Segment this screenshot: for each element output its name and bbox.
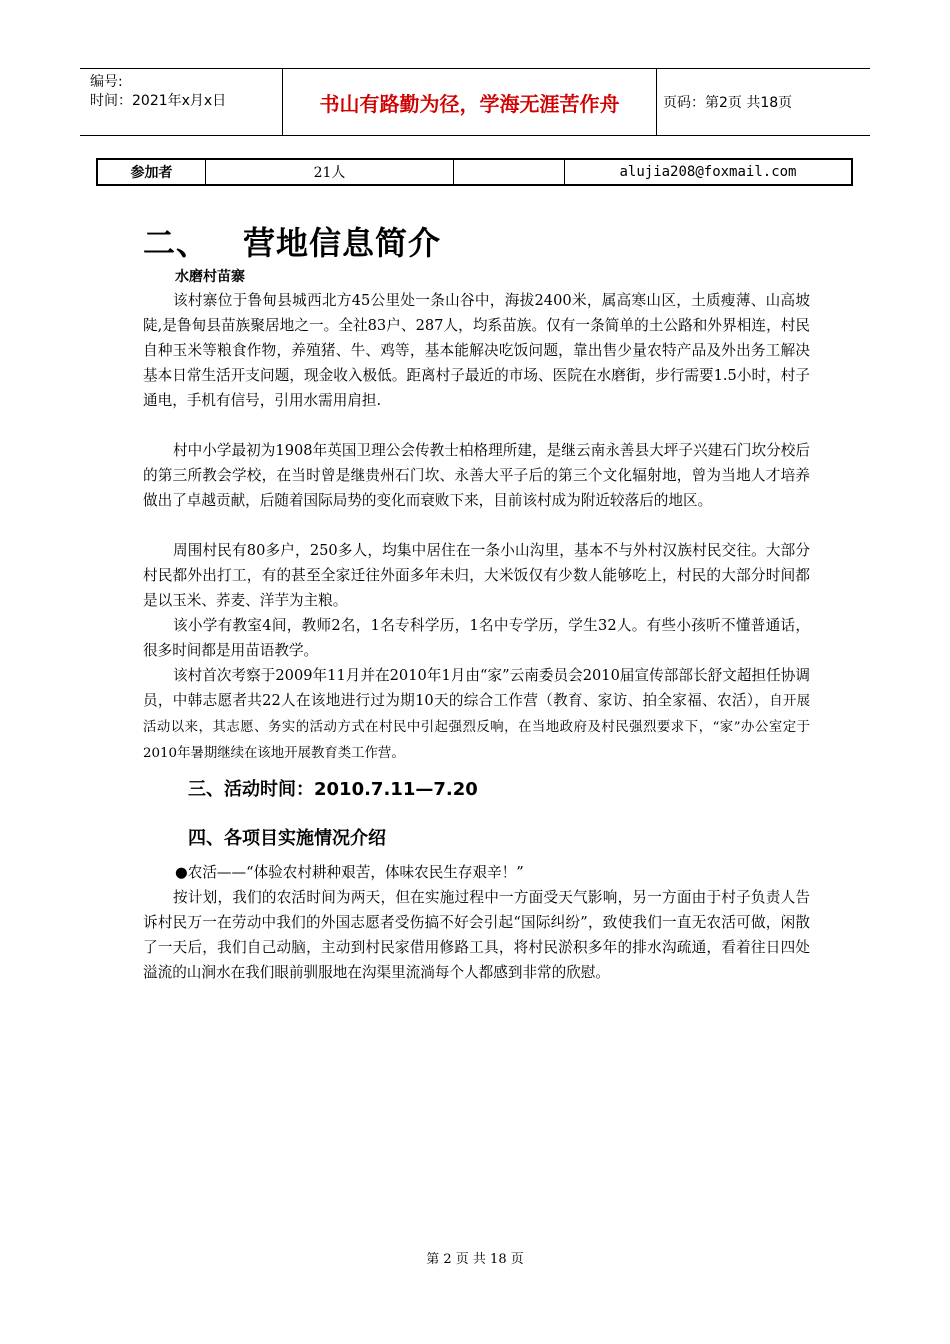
table-row bbox=[97, 159, 852, 185]
paragraph-farm-work: 按计划，我们的农活时间为两天，但在实施过程中一方面受天气影响，另一方面由于村子负责人告诉村民万一在劳动中我们的外国志愿者受伤搞不好会引起“国际纠纷”，致使我们一直无农活可做，闲散了一天后，我们自己动脑，主动到村民家借用修路工具，将村民淤积多年的排水沟疏通，看着往日四处溢流的山涧水在我们眼前驯服地在沟渠里流淌每个人都感到非常的欣慰。 bbox=[143, 889, 810, 981]
document-number-label: 编号: bbox=[90, 74, 123, 90]
paragraph-school-history: 村中小学最初为1908年英国卫理公会传教士柏格理所建，是继云南永善县大坪子兴建石门坎分校后的第三所教会学校，在当时曾是继贵州石门坎、永善大平子后的第三个文化辐射地，曾为当地人才培养做出了卓越贡献，后随着国际局势的变化而衰败下来，目前该村成为附近较落后的地区。 bbox=[143, 442, 810, 509]
participant-label-cell: 参加者 bbox=[97, 159, 206, 185]
participant-count-cell: 21人 bbox=[206, 159, 454, 185]
paragraph-first-visit bbox=[143, 663, 810, 766]
header-meta bbox=[80, 69, 283, 135]
paragraph-school-info: 该小学有教室4间，教师2名，1名专科学历，1名中专学历，学生32人。有些小孩听不懂普通话，很多时间都是用苗语教学。 bbox=[143, 617, 810, 659]
farm-work-bullet: ●农活——“体验农村耕种艰苦，体味农民生存艰辛！” bbox=[175, 864, 524, 881]
document-time-label: 时间：2021年x月x日 bbox=[90, 93, 227, 109]
section-four-heading: 四、各项目实施情况介绍 bbox=[188, 828, 386, 849]
page-header bbox=[80, 68, 870, 136]
email-cell: alujia208@foxmail.com bbox=[565, 159, 853, 185]
paragraph-villagers: 周围村民有80多户，250多人，均集中居住在一条小山沟里，基本不与外村汉族村民交往。大部分村民都外出打工，有的甚至全家迁往外面多年未归，大米饭仅有少数人能够吃上，村民的大部分时间都是以玉米、荞麦、洋芋为主粮。 bbox=[143, 542, 810, 609]
blank-cell bbox=[454, 159, 565, 185]
participant-table bbox=[96, 158, 853, 186]
section-three-heading: 三、活动时间：2010.7.11—7.20 bbox=[188, 779, 478, 800]
first-visit-text: 该村首次考察于2009年11月并在2010年1月由“家”云南委员会2010届宣传部部长舒文超担任协调员，中韩志愿者共22人在该地进行过为期10天的综合工作营（教育、家访、拍全家福、农活）， bbox=[143, 667, 810, 709]
header-motto: 书山有路勤为径，学海无涯苦作舟 bbox=[283, 69, 657, 135]
first-visit-outcome: 自开展活动以来，其志愿、务实的活动方式在村民中引起强烈反响，在当地政府及村民强烈要求下，“家”办公室定于2010年暑期继续在该地开展教育类工作营。 bbox=[143, 694, 811, 761]
section-two-title: 营地信息简介 bbox=[243, 224, 442, 262]
section-two-number: 二、 bbox=[143, 224, 210, 262]
village-subtitle: 水磨村苗寨 bbox=[175, 269, 245, 285]
section-two-heading bbox=[143, 218, 441, 264]
page-footer: 第 2 页 共 18 页 bbox=[426, 1252, 524, 1267]
header-page-label: 页码：第2页 共18页 bbox=[663, 95, 793, 111]
paragraph-village-location: 该村寨位于鲁甸县城西北方45公里处一条山谷中，海拔2400米，属高寒山区，土质瘦薄、山高坡陡,是鲁甸县苗族聚居地之一。全社83户、287人，均系苗族。仅有一条简单的土公路和外界相连，村民自种玉米等粮食作物，养殖猪、牛、鸡等，基本能解决吃饭问题，靠出售少量农特产品及外出务工解决基本日常生活开支问题，现金收入极低。距离村子最近的市场、医院在水磨街，步行需要1.5小时，村子通电，手机有信号，引用水需用肩担. bbox=[143, 292, 810, 409]
